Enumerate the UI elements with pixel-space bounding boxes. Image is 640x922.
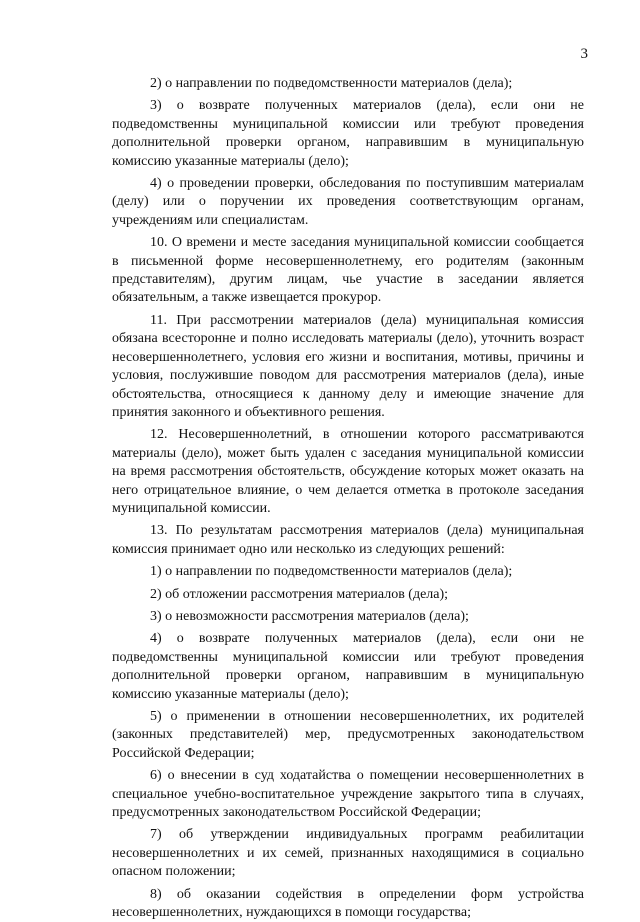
decision-item-1: 1) о направлении по подведомственности материалов (дела);	[150, 564, 513, 580]
page-number: 3	[580, 46, 588, 62]
decision-item-2: 2) об отложении рассмотрения материалов (дела);	[150, 586, 449, 602]
paragraph-clause-11: 11. При рассмотрении материалов (дела) муниципальная комиссия обязана всесторонне и полно исследовать материалы (дело), уточнить возраст несовершеннолетнего, условия его жизни и воспитания, мотивы, причины и условия, послужившие поводом для рассмотрения материалов (дела), иные обстоятельства, относящиеся к данному делу и имеющие значение для принятия законного и объективного решения.	[112, 312, 584, 420]
paragraph-item-3-return: 3) о возврате полученных материалов (дела), если они не подведомственны муниципальной комиссии или требуют проведения дополнительной проверки органом, направившим в муниципальную комиссию указанные материалы (дело);	[112, 98, 584, 169]
decision-item-5: 5) о применении в отношении несовершеннолетних, их родителей (законных представителей) мер, предусмотренных законодательством Российской Федерации;	[112, 709, 584, 761]
document-body	[112, 75, 584, 922]
paragraph-item-2-redirect: 2) о направлении по подведомственности материалов (дела);	[150, 76, 513, 91]
decision-item-4: 4) о возврате полученных материалов (дела), если они не подведомственны муниципальной комиссии или требуют проведения дополнительной проверки органом, направившим в муниципальную комиссию указанные материалы (дело);	[112, 631, 584, 702]
decision-item-7: 7) об утверждении индивидуальных программ реабилитации несовершеннолетних и их семей, признанных находящимися в социально опасном положении;	[112, 827, 584, 880]
paragraph-clause-12: 12. Несовершеннолетний, в отношении которого рассматриваются материалы (дело), может быть удален с заседания муниципальной комиссии на время рассмотрения обстоятельств, обсуждение которых может оказать на него отрицательное влияние, о чем делается отметка в протоколе заседания муниципальной комиссии.	[112, 427, 584, 516]
decision-item-3: 3) о невозможности рассмотрения материалов (дела);	[150, 608, 469, 624]
decision-item-8: 8) об оказании содействия в определении форм устройства несовершеннолетних, нуждающихся в помощи государства;	[112, 886, 584, 921]
decision-item-6: 6) о внесении в суд ходатайства о помещении несовершеннолетних в специальное учебно-воспитательное учреждение закрытого типа в случаях, предусмотренных законодательством Российской Федерации;	[112, 768, 584, 821]
paragraph-item-4-inspection: 4) о проведении проверки, обследования по поступившим материалам (делу) или о поручении их проведения соответствующим органам, учреждениям или специалистам.	[112, 176, 584, 228]
paragraph-clause-10: 10. О времени и месте заседания муниципальной комиссии сообщается в письменной форме несовершеннолетнему, его родителям (законным представителям), другим лицам, чье участие в заседании является обязательным, а также извещается прокурор.	[112, 235, 584, 306]
paragraph-clause-13: 13. По результатам рассмотрения материалов (дела) муниципальная комиссия принимает одно или несколько из следующих решений:	[112, 523, 584, 557]
